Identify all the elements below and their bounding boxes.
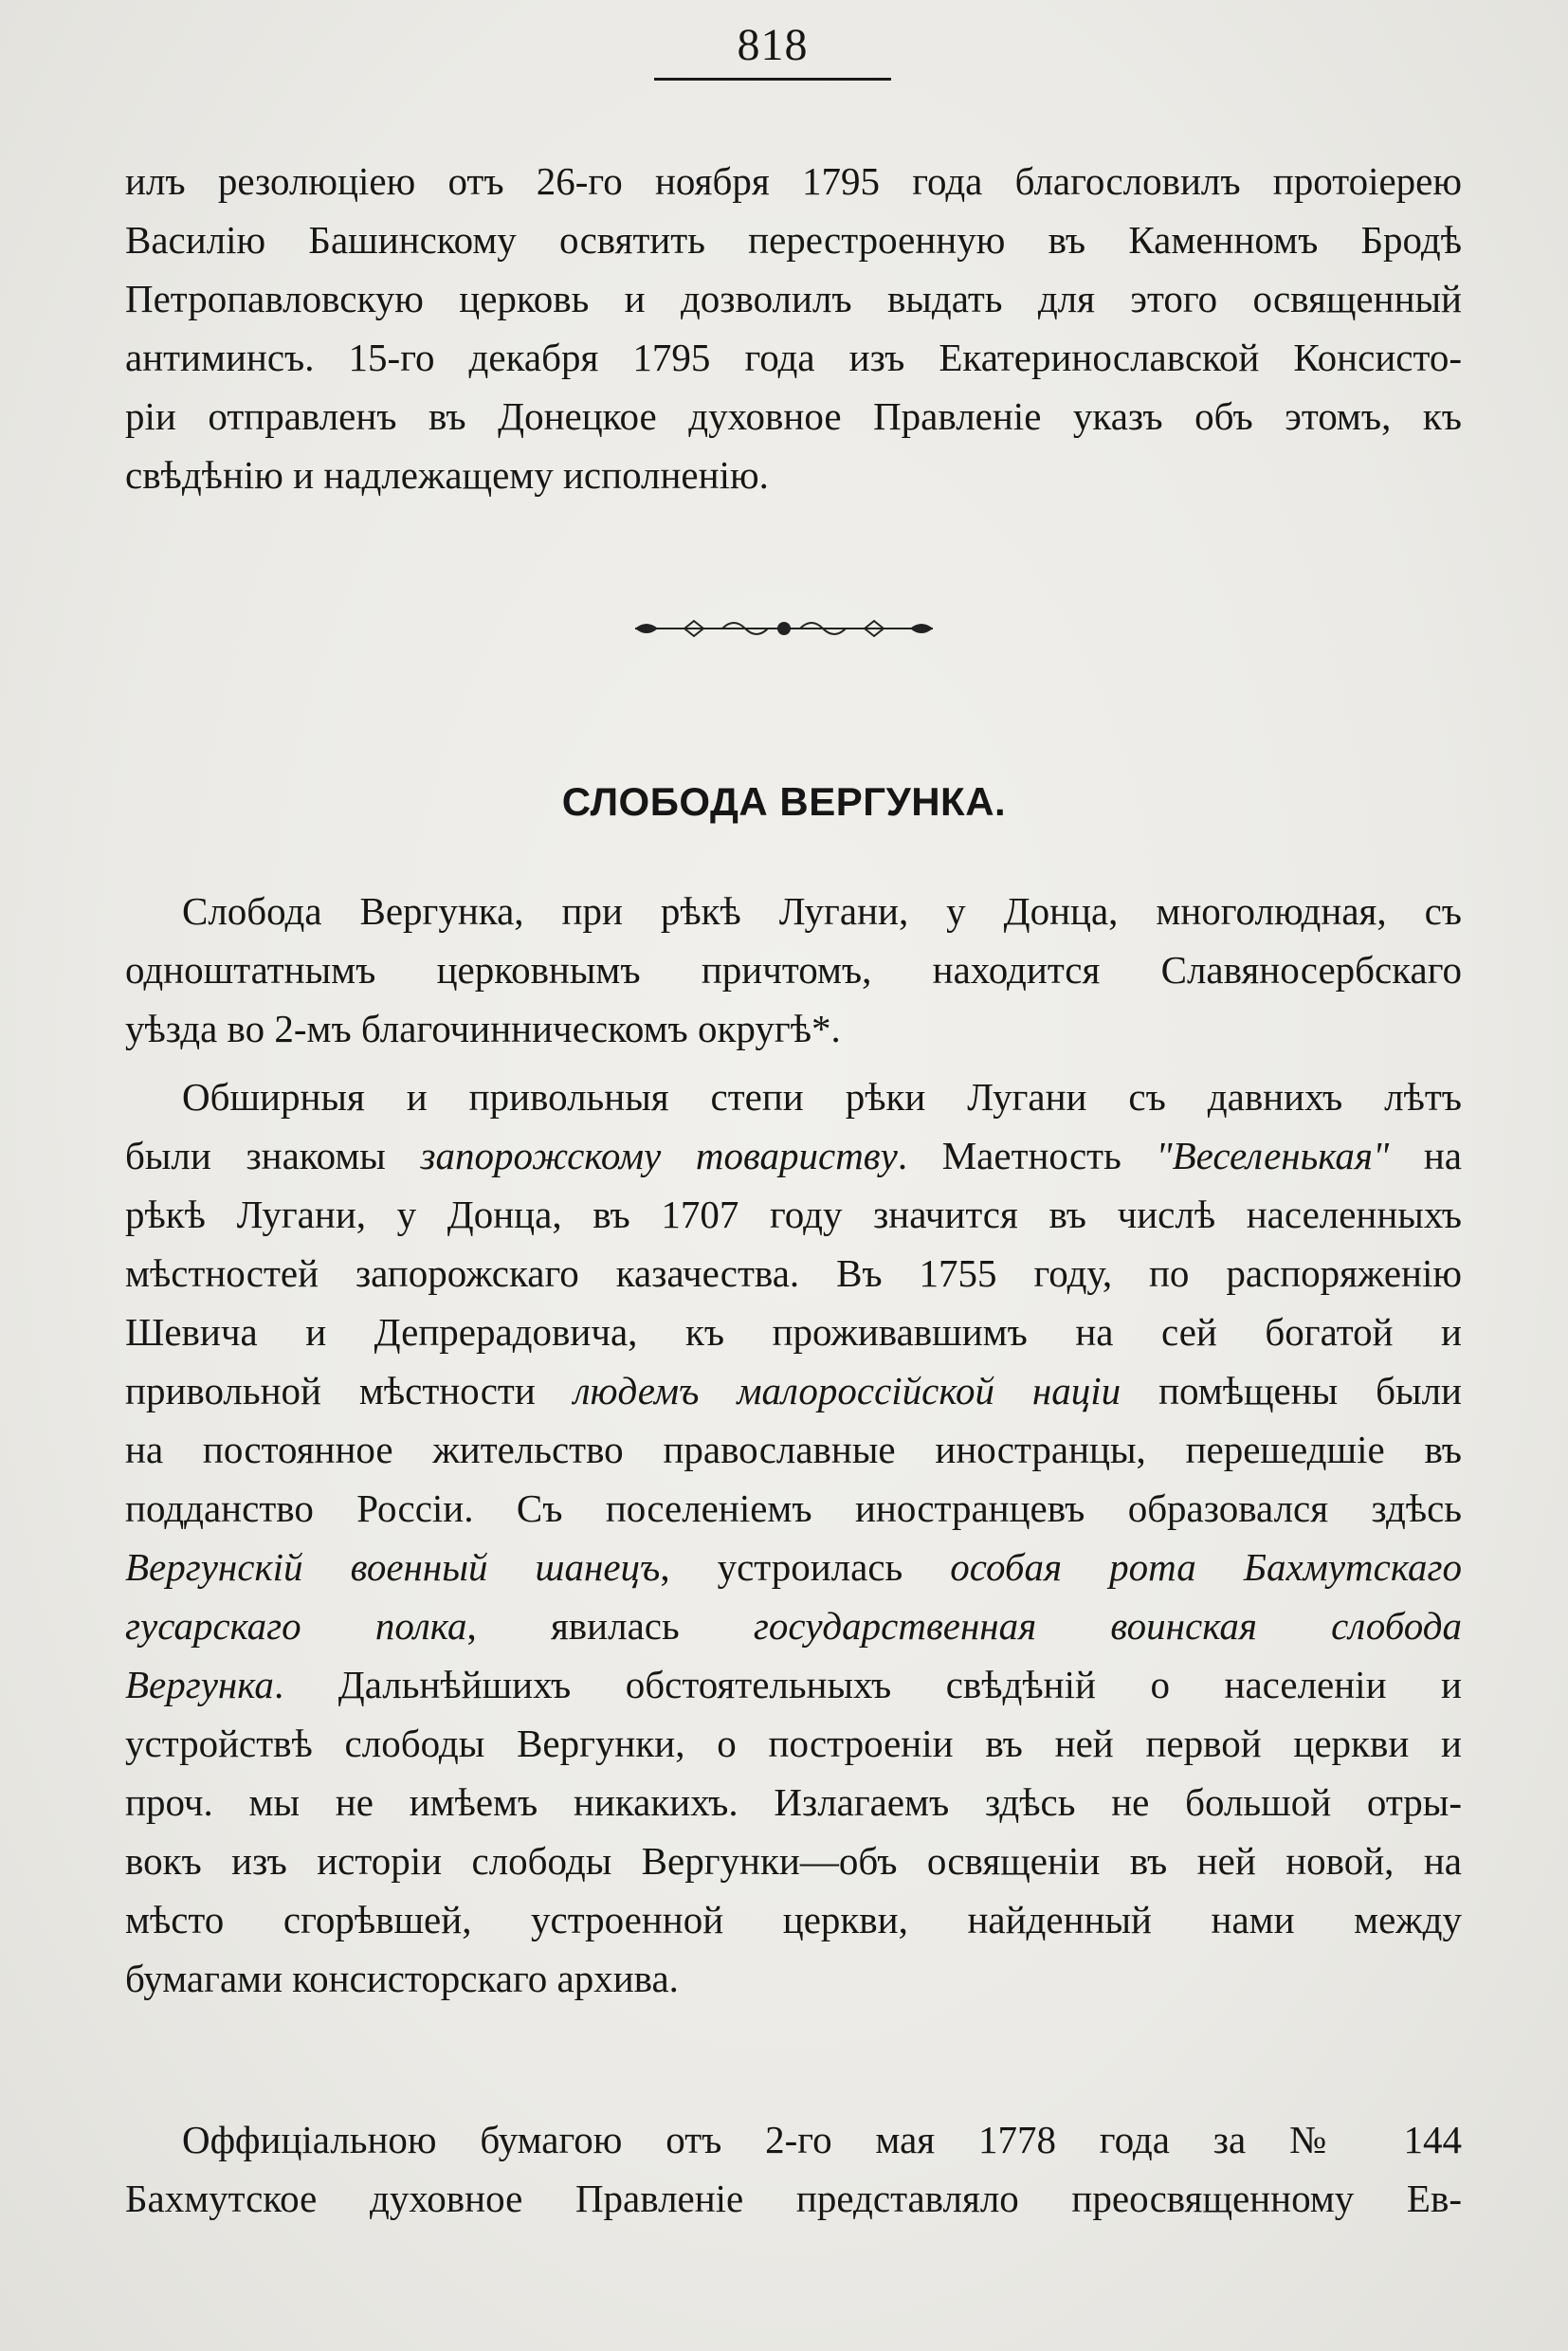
text-run: привольной мѣстности — [125, 1369, 574, 1412]
text-line — [125, 1655, 1462, 1714]
text-line: Обширныя и привольныя степи рѣки Лугани съ давнихъ лѣтъ — [182, 1075, 1462, 1119]
text-line: уѣзда во 2-мъ благочинническомъ округѣ*. — [125, 1007, 841, 1050]
paragraph-continuation — [125, 152, 1462, 504]
text-line: Петропавловскую церковь и дозволилъ выдать для этого освященный — [125, 277, 1462, 320]
italic-text: государственная воинская слобода — [753, 1604, 1462, 1648]
text-line: свѣдѣнію и надлежащему исполненію. — [125, 453, 769, 497]
page-number: 818 — [737, 20, 809, 70]
italic-text: "Веселенькая" — [1156, 1134, 1390, 1177]
text-line: бумагами консисторскаго архива. — [125, 1957, 679, 2000]
italic-text: людемъ малороссійской націи — [573, 1369, 1121, 1412]
text-run: на — [1389, 1134, 1462, 1177]
italic-text: Вергунка — [125, 1663, 274, 1706]
text-run: помѣщены были — [1121, 1369, 1462, 1412]
text-line: ріи отправленъ въ Донецкое духовное Правленіе указъ объ этомъ, къ — [125, 394, 1462, 438]
divider-ornament-icon — [628, 614, 940, 643]
italic-text: особая рота Бахмутскаго — [950, 1545, 1462, 1589]
paragraph-3 — [125, 2110, 1462, 2228]
italic-text: запорожскому товариству — [420, 1134, 898, 1177]
text-line: на постоянное жительство православные иностранцы, перешедшіе въ — [125, 1428, 1462, 1471]
text-line — [125, 1538, 1462, 1596]
text-line: антиминсъ. 15-го декабря 1795 года изъ Екатеринославской Консисто- — [125, 336, 1462, 379]
text-line: вокъ изъ исторіи слободы Вергунки—объ освященіи въ ней новой, на — [125, 1839, 1462, 1883]
text-run: , явилась — [466, 1604, 754, 1648]
text-line: Василію Башинскому освятить перестроенную въ Каменномъ Бродѣ — [125, 218, 1462, 262]
text-line — [125, 1126, 1462, 1185]
text-line — [125, 1361, 1462, 1420]
text-run: , устроилась — [660, 1545, 951, 1589]
page-header — [654, 17, 891, 81]
italic-text: гусарскаго полка — [125, 1604, 467, 1648]
text-line: проч. мы не имѣемъ никакихъ. Излагаемъ здѣсь не большой отры- — [125, 1780, 1462, 1824]
text-line: Шевича и Депрерадовича, къ проживавшимъ на сей богатой и — [125, 1310, 1462, 1354]
text-line: рѣкѣ Лугани, у Донца, въ 1707 году значится въ числѣ населенныхъ — [125, 1193, 1462, 1236]
text-run: . Маетность — [897, 1134, 1157, 1177]
paragraph-2 — [125, 1067, 1462, 2008]
italic-text: Вергунскій военный шанецъ — [125, 1545, 661, 1589]
paragraph-1 — [125, 882, 1462, 1058]
text-line: илъ резолюціею отъ 26-го ноября 1795 года благословилъ протоіерею — [125, 159, 1462, 203]
text-line: Оффиціальною бумагою отъ 2-го мая 1778 года за № 144 — [182, 2118, 1462, 2161]
text-line: Бахмутское духовное Правленіе представляло преосвященному Ев- — [125, 2177, 1462, 2220]
text-line: Слобода Вергунка, при рѣкѣ Лугани, у Донца, многолюдная, съ — [182, 889, 1462, 933]
text-line: мѣсто сгорѣвшей, устроенной церкви, найденный нами между — [125, 1898, 1462, 1941]
text-line: устройствѣ слободы Вергунки, о построеніи въ ней первой церкви и — [125, 1722, 1462, 1765]
text-line: одноштатнымъ церковнымъ причтомъ, находится Славяносербскаго — [125, 948, 1462, 992]
section-title: СЛОБОДА ВЕРГУНКА. — [561, 779, 1007, 824]
text-line: подданство Россіи. Съ поселеніемъ иностранцевъ образовался здѣсь — [125, 1486, 1462, 1530]
header-rule — [654, 78, 891, 81]
text-line — [125, 1596, 1462, 1655]
text-line: мѣстностей запорожскаго казачества. Въ 1755 году, по распоряженію — [125, 1251, 1462, 1295]
text-run: были знакомы — [125, 1134, 421, 1177]
text-run: . Дальнѣйшихъ обстоятельныхъ свѣдѣній о населеніи и — [273, 1663, 1462, 1706]
